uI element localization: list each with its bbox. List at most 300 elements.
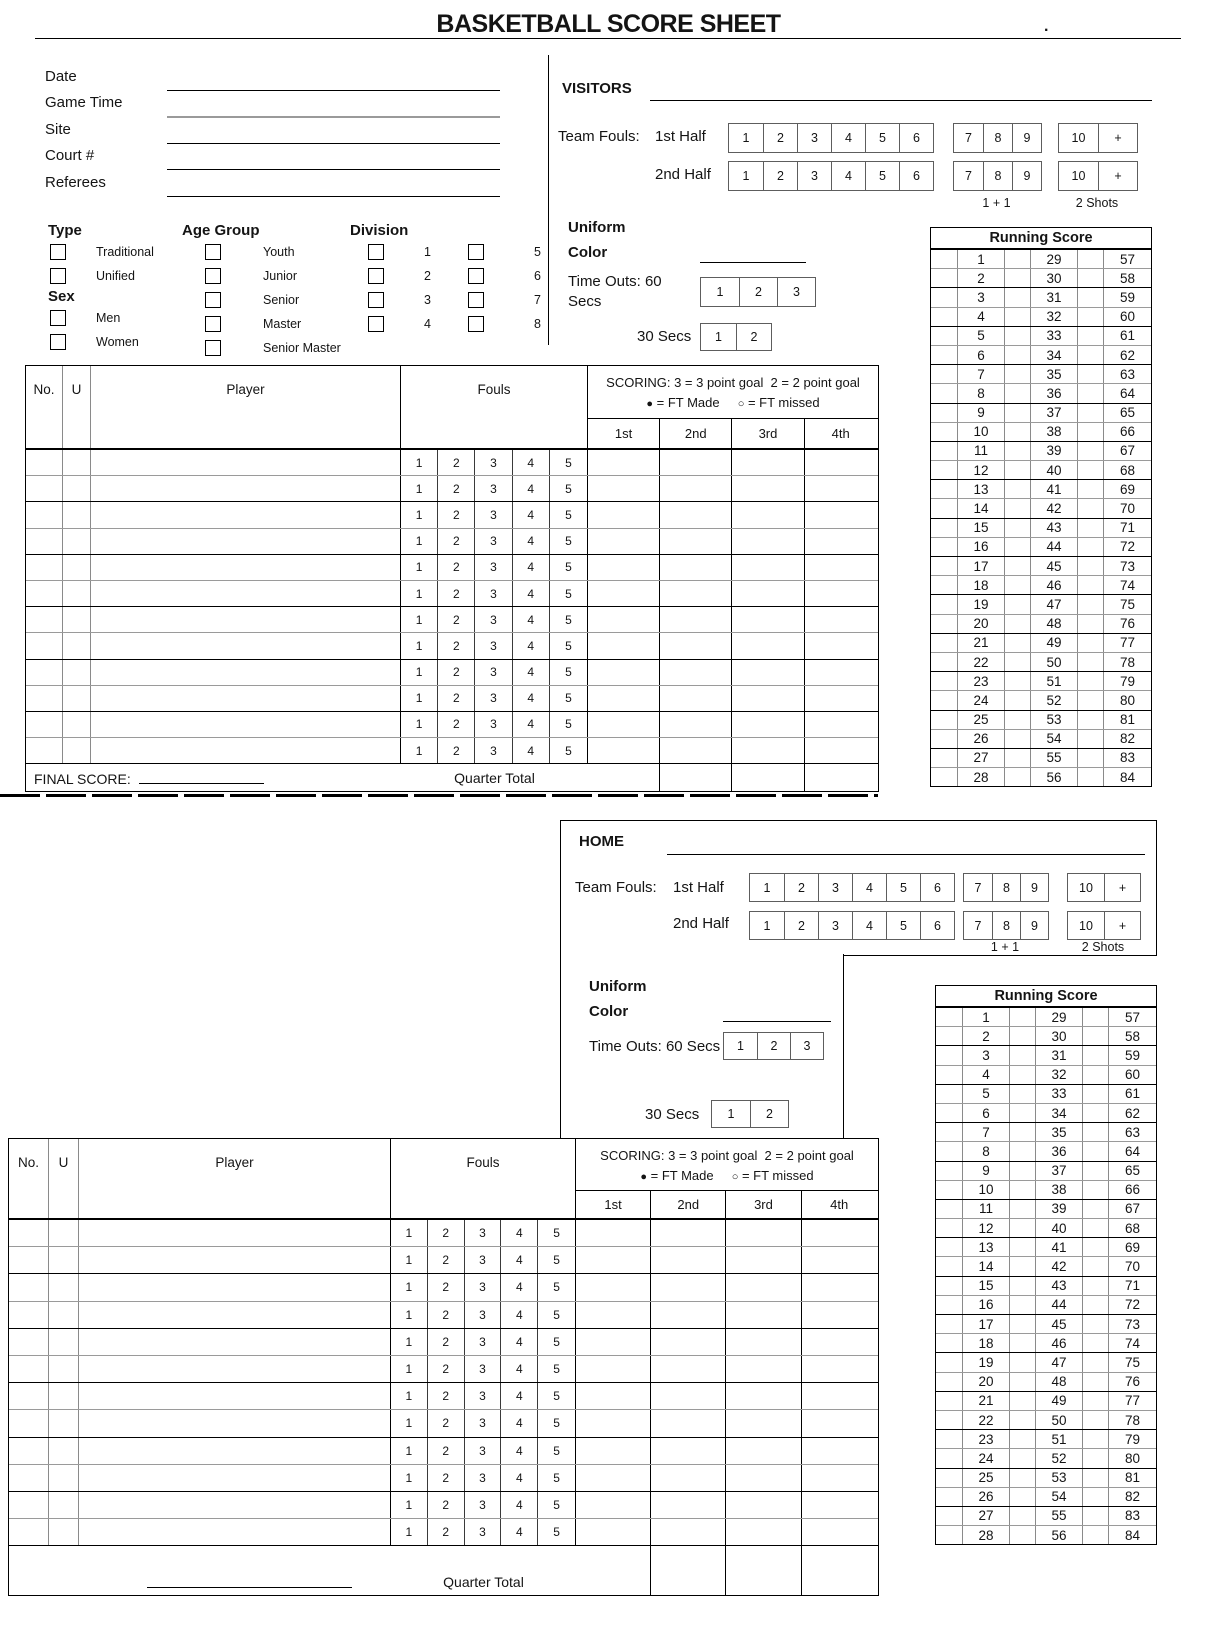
running-score-number[interactable]: 29 bbox=[1030, 250, 1077, 268]
running-score-number[interactable]: 57 bbox=[1108, 1008, 1156, 1026]
running-score-mark-cell[interactable] bbox=[1082, 1373, 1108, 1391]
running-score-mark-cell[interactable] bbox=[1082, 1296, 1108, 1314]
foul-box[interactable]: 6 bbox=[899, 162, 933, 190]
running-score-mark-cell[interactable] bbox=[1009, 1181, 1035, 1199]
running-score-number[interactable]: 60 bbox=[1103, 308, 1151, 326]
quarter-score-cell-4[interactable] bbox=[805, 686, 877, 711]
running-score-number[interactable]: 14 bbox=[962, 1257, 1009, 1275]
foul-number-cell[interactable]: 1 bbox=[391, 1356, 428, 1382]
player-u-cell[interactable] bbox=[63, 607, 91, 632]
quarter-score-cell-1[interactable] bbox=[588, 450, 660, 475]
running-score-number[interactable]: 9 bbox=[957, 404, 1004, 422]
running-score-mark-cell[interactable] bbox=[1082, 1488, 1108, 1506]
foul-box[interactable]: 3 bbox=[790, 1033, 823, 1059]
running-score-mark-cell[interactable] bbox=[1082, 1027, 1108, 1045]
foul-box[interactable]: 1 bbox=[715, 330, 722, 344]
foul-box[interactable]: 3 bbox=[777, 278, 815, 306]
running-score-mark-cell[interactable] bbox=[1082, 1066, 1108, 1084]
running-score-mark-cell[interactable] bbox=[1009, 1200, 1035, 1218]
running-score-mark-cell[interactable] bbox=[1004, 250, 1030, 268]
running-score-mark-cell[interactable] bbox=[931, 576, 957, 594]
running-score-number[interactable]: 2 bbox=[957, 269, 1004, 287]
foul-number-cell[interactable]: 1 bbox=[391, 1329, 428, 1355]
running-score-number[interactable]: 10 bbox=[962, 1181, 1009, 1199]
foul-number-cell[interactable]: 3 bbox=[465, 1356, 502, 1382]
foul-number-cell[interactable]: 1 bbox=[401, 502, 438, 527]
running-score-mark-cell[interactable] bbox=[1077, 730, 1103, 748]
running-score-number[interactable]: 82 bbox=[1103, 730, 1151, 748]
foul-number-cell[interactable]: 2 bbox=[438, 686, 475, 711]
running-score-number[interactable]: 7 bbox=[957, 365, 1004, 383]
running-score-number[interactable]: 62 bbox=[1103, 346, 1151, 364]
running-score-number[interactable]: 3 bbox=[957, 288, 1004, 306]
player-u-cell[interactable] bbox=[49, 1438, 79, 1464]
foul-number-cell[interactable]: 5 bbox=[565, 665, 572, 680]
player-name-cell[interactable] bbox=[91, 476, 401, 501]
player-u-cell[interactable] bbox=[49, 1220, 79, 1246]
foul-number-cell[interactable]: 4 bbox=[513, 581, 550, 606]
running-score-number[interactable]: 18 bbox=[962, 1334, 1009, 1352]
running-score-number[interactable]: 33 bbox=[1035, 1085, 1082, 1103]
foul-number-cell[interactable]: 2 bbox=[428, 1410, 465, 1436]
running-score-mark-cell[interactable] bbox=[1082, 1392, 1108, 1410]
running-score-number[interactable]: 1 bbox=[957, 250, 1004, 268]
running-score-number[interactable]: 1 bbox=[962, 1008, 1009, 1026]
foul-number-cell[interactable]: 5 bbox=[565, 455, 572, 470]
running-score-mark-cell[interactable] bbox=[1009, 1162, 1035, 1180]
foul-number-cell[interactable]: 4 bbox=[513, 712, 550, 737]
quarter-score-cell-1[interactable] bbox=[576, 1302, 651, 1328]
foul-box[interactable]: 10 bbox=[1079, 918, 1093, 933]
foul-number-cell[interactable]: 1 bbox=[401, 476, 438, 501]
foul-number-cell[interactable]: 3 bbox=[475, 660, 512, 685]
running-score-number[interactable]: 52 bbox=[1035, 1449, 1082, 1467]
running-score-mark-cell[interactable] bbox=[1082, 1334, 1108, 1352]
foul-number-cell[interactable]: 2 bbox=[428, 1465, 465, 1491]
running-score-mark-cell[interactable] bbox=[1077, 653, 1103, 671]
player-name-cell[interactable] bbox=[91, 529, 401, 554]
foul-number-cell[interactable]: 5 bbox=[565, 743, 572, 758]
running-score-number[interactable]: 8 bbox=[957, 384, 1004, 402]
running-score-number[interactable]: 37 bbox=[1030, 404, 1077, 422]
running-score-number[interactable]: 49 bbox=[1035, 1392, 1082, 1410]
foul-number-cell[interactable]: 3 bbox=[475, 607, 512, 632]
player-u-cell[interactable] bbox=[63, 450, 91, 475]
running-score-mark-cell[interactable] bbox=[936, 1238, 962, 1256]
running-score-mark-cell[interactable] bbox=[1082, 1507, 1108, 1525]
foul-box[interactable]: 6 bbox=[899, 124, 933, 152]
running-score-number[interactable]: 62 bbox=[1108, 1104, 1156, 1122]
quarter-score-cell-3[interactable] bbox=[732, 581, 804, 606]
foul-box[interactable]: 3 bbox=[818, 874, 852, 901]
quarter-score-cell-3[interactable] bbox=[732, 738, 804, 763]
running-score-mark-cell[interactable] bbox=[1009, 1526, 1035, 1544]
foul-number-cell[interactable]: 5 bbox=[553, 1443, 560, 1458]
quarter-score-cell-3[interactable] bbox=[726, 1274, 801, 1300]
player-number-cell[interactable] bbox=[26, 738, 63, 763]
running-score-mark-cell[interactable] bbox=[1009, 1046, 1035, 1064]
running-score-number[interactable]: 83 bbox=[1108, 1507, 1156, 1525]
running-score-mark-cell[interactable] bbox=[1077, 615, 1103, 633]
running-score-mark-cell[interactable] bbox=[1004, 442, 1030, 460]
foul-box[interactable]: 9 bbox=[1020, 912, 1048, 939]
player-number-cell[interactable] bbox=[9, 1410, 49, 1436]
running-score-mark-cell[interactable] bbox=[1009, 1430, 1035, 1448]
quarter-score-cell-1[interactable] bbox=[576, 1220, 651, 1246]
running-score-number[interactable]: 4 bbox=[962, 1066, 1009, 1084]
running-score-mark-cell[interactable] bbox=[936, 1526, 962, 1544]
foul-number-cell[interactable]: 3 bbox=[465, 1302, 502, 1328]
running-score-number[interactable]: 61 bbox=[1108, 1085, 1156, 1103]
running-score-number[interactable]: 26 bbox=[957, 730, 1004, 748]
running-score-mark-cell[interactable] bbox=[1004, 634, 1030, 652]
running-score-mark-cell[interactable] bbox=[1077, 557, 1103, 575]
running-score-number[interactable]: 50 bbox=[1030, 653, 1077, 671]
foul-number-cell[interactable]: 4 bbox=[513, 555, 550, 580]
player-number-cell[interactable] bbox=[26, 502, 63, 527]
running-score-number[interactable]: 69 bbox=[1103, 480, 1151, 498]
quarter-score-cell-1[interactable] bbox=[588, 712, 660, 737]
foul-number-cell[interactable]: 2 bbox=[438, 633, 475, 658]
foul-box[interactable]: 2 bbox=[736, 324, 771, 350]
quarter-score-cell-2[interactable] bbox=[651, 1519, 726, 1545]
foul-number-cell[interactable]: 3 bbox=[465, 1465, 502, 1491]
running-score-mark-cell[interactable] bbox=[931, 480, 957, 498]
foul-box[interactable]: 1 bbox=[716, 285, 724, 299]
foul-number-cell[interactable]: 1 bbox=[391, 1438, 428, 1464]
running-score-number[interactable]: 54 bbox=[1035, 1488, 1082, 1506]
running-score-mark-cell[interactable] bbox=[931, 250, 957, 268]
foul-number-cell[interactable]: 3 bbox=[475, 738, 512, 763]
foul-box[interactable]: 7 bbox=[965, 169, 972, 183]
running-score-number[interactable]: 21 bbox=[962, 1392, 1009, 1410]
foul-number-cell[interactable]: 5 bbox=[553, 1470, 560, 1485]
quarter-score-cell-3[interactable] bbox=[726, 1492, 801, 1518]
running-score-number[interactable]: 31 bbox=[1035, 1046, 1082, 1064]
running-score-mark-cell[interactable] bbox=[1004, 595, 1030, 613]
quarter-score-cell-2[interactable] bbox=[651, 1220, 726, 1246]
player-number-cell[interactable] bbox=[9, 1383, 49, 1409]
quarter-score-cell-1[interactable] bbox=[588, 738, 660, 763]
player-number-cell[interactable] bbox=[26, 607, 63, 632]
quarter-score-cell-3[interactable] bbox=[726, 1247, 801, 1273]
running-score-number[interactable]: 50 bbox=[1035, 1411, 1082, 1429]
foul-box[interactable]: 3 bbox=[818, 912, 852, 939]
foul-number-cell[interactable]: 3 bbox=[475, 633, 512, 658]
running-score-number[interactable]: 75 bbox=[1108, 1353, 1156, 1371]
visitors-team-name-line[interactable] bbox=[650, 100, 1152, 101]
player-name-cell[interactable] bbox=[91, 581, 401, 606]
running-score-number[interactable]: 53 bbox=[1030, 711, 1077, 729]
foul-number-cell[interactable]: 2 bbox=[438, 607, 475, 632]
foul-number-cell[interactable]: 5 bbox=[553, 1334, 560, 1349]
running-score-number[interactable]: 79 bbox=[1103, 672, 1151, 690]
player-name-cell[interactable] bbox=[79, 1274, 391, 1300]
quarter-score-cell-4[interactable] bbox=[802, 1519, 877, 1545]
running-score-mark-cell[interactable] bbox=[936, 1411, 962, 1429]
foul-number-cell[interactable]: 1 bbox=[391, 1492, 428, 1518]
running-score-mark-cell[interactable] bbox=[931, 595, 957, 613]
running-score-number[interactable]: 51 bbox=[1035, 1430, 1082, 1448]
running-score-mark-cell[interactable] bbox=[1077, 499, 1103, 517]
running-score-number[interactable]: 68 bbox=[1103, 461, 1151, 479]
player-u-cell[interactable] bbox=[49, 1383, 79, 1409]
player-u-cell[interactable] bbox=[63, 529, 91, 554]
quarter-total-cell-3[interactable] bbox=[732, 764, 804, 791]
quarter-total-cell-1[interactable] bbox=[576, 1546, 651, 1595]
foul-box[interactable]: + bbox=[1104, 912, 1140, 939]
foul-number-cell[interactable]: 1 bbox=[401, 450, 438, 475]
running-score-mark-cell[interactable] bbox=[1082, 1219, 1108, 1237]
foul-number-cell[interactable]: 4 bbox=[513, 738, 550, 763]
foul-number-cell[interactable]: 4 bbox=[513, 450, 550, 475]
foul-number-cell[interactable]: 5 bbox=[553, 1416, 560, 1431]
running-score-number[interactable]: 56 bbox=[1035, 1526, 1082, 1544]
quarter-total-cell-1[interactable] bbox=[588, 764, 660, 791]
running-score-number[interactable]: 22 bbox=[957, 653, 1004, 671]
player-u-cell[interactable] bbox=[63, 660, 91, 685]
foul-box[interactable]: 10 bbox=[1071, 169, 1086, 183]
running-score-number[interactable]: 24 bbox=[957, 691, 1004, 709]
quarter-score-cell-3[interactable] bbox=[732, 555, 804, 580]
foul-box[interactable]: 6 bbox=[920, 874, 954, 901]
running-score-number[interactable]: 49 bbox=[1030, 634, 1077, 652]
running-score-mark-cell[interactable] bbox=[1077, 672, 1103, 690]
running-score-number[interactable]: 58 bbox=[1108, 1027, 1156, 1045]
quarter-score-cell-1[interactable] bbox=[588, 476, 660, 501]
player-u-cell[interactable] bbox=[63, 633, 91, 658]
player-name-cell[interactable] bbox=[79, 1356, 391, 1382]
quarter-score-cell-4[interactable] bbox=[802, 1247, 877, 1273]
quarter-score-cell-4[interactable] bbox=[805, 633, 877, 658]
quarter-score-cell-3[interactable] bbox=[732, 607, 804, 632]
foul-number-cell[interactable]: 5 bbox=[553, 1226, 560, 1241]
player-name-cell[interactable] bbox=[79, 1220, 391, 1246]
foul-number-cell[interactable]: 2 bbox=[438, 450, 475, 475]
running-score-number[interactable]: 72 bbox=[1103, 538, 1151, 556]
running-score-mark-cell[interactable] bbox=[1009, 1142, 1035, 1160]
quarter-total-cell-3[interactable] bbox=[726, 1546, 801, 1595]
running-score-number[interactable]: 2 bbox=[962, 1027, 1009, 1045]
running-score-mark-cell[interactable] bbox=[1077, 384, 1103, 402]
foul-number-cell[interactable]: 1 bbox=[401, 686, 438, 711]
player-name-cell[interactable] bbox=[79, 1492, 391, 1518]
running-score-mark-cell[interactable] bbox=[936, 1257, 962, 1275]
foul-number-cell[interactable]: 3 bbox=[475, 686, 512, 711]
quarter-score-cell-2[interactable] bbox=[660, 660, 732, 685]
running-score-number[interactable]: 5 bbox=[962, 1085, 1009, 1103]
running-score-number[interactable]: 70 bbox=[1103, 499, 1151, 517]
visitors-uniform-color-line[interactable] bbox=[700, 262, 806, 263]
running-score-number[interactable]: 10 bbox=[957, 423, 1004, 441]
foul-box[interactable]: 4 bbox=[852, 874, 886, 901]
quarter-score-cell-2[interactable] bbox=[651, 1465, 726, 1491]
quarter-score-cell-2[interactable] bbox=[651, 1302, 726, 1328]
quarter-score-cell-3[interactable] bbox=[732, 502, 804, 527]
quarter-score-cell-2[interactable] bbox=[651, 1383, 726, 1409]
checkbox[interactable] bbox=[50, 310, 66, 326]
running-score-number[interactable]: 27 bbox=[957, 749, 1004, 767]
running-score-number[interactable]: 72 bbox=[1108, 1296, 1156, 1314]
running-score-number[interactable]: 67 bbox=[1103, 442, 1151, 460]
running-score-mark-cell[interactable] bbox=[1082, 1526, 1108, 1544]
quarter-score-cell-4[interactable] bbox=[805, 450, 877, 475]
player-name-cell[interactable] bbox=[91, 738, 401, 763]
quarter-score-cell-4[interactable] bbox=[805, 712, 877, 737]
running-score-number[interactable]: 15 bbox=[957, 519, 1004, 537]
checkbox[interactable] bbox=[205, 268, 221, 284]
running-score-mark-cell[interactable] bbox=[1004, 557, 1030, 575]
running-score-number[interactable]: 32 bbox=[1035, 1066, 1082, 1084]
running-score-mark-cell[interactable] bbox=[1009, 1373, 1035, 1391]
player-name-cell[interactable] bbox=[91, 633, 401, 658]
running-score-mark-cell[interactable] bbox=[1009, 1296, 1035, 1314]
quarter-total-cell-4[interactable] bbox=[805, 764, 877, 791]
quarter-score-cell-2[interactable] bbox=[651, 1356, 726, 1382]
quarter-score-cell-2[interactable] bbox=[651, 1247, 726, 1273]
running-score-number[interactable]: 16 bbox=[962, 1296, 1009, 1314]
running-score-number[interactable]: 34 bbox=[1035, 1104, 1082, 1122]
foul-box[interactable]: 2 bbox=[739, 278, 777, 306]
running-score-mark-cell[interactable] bbox=[1009, 1277, 1035, 1295]
running-score-mark-cell[interactable] bbox=[931, 557, 957, 575]
player-name-cell[interactable] bbox=[79, 1247, 391, 1273]
player-u-cell[interactable] bbox=[49, 1274, 79, 1300]
quarter-score-cell-3[interactable] bbox=[732, 660, 804, 685]
player-number-cell[interactable] bbox=[9, 1220, 49, 1246]
running-score-mark-cell[interactable] bbox=[936, 1488, 962, 1506]
running-score-number[interactable]: 45 bbox=[1030, 557, 1077, 575]
running-score-number[interactable]: 64 bbox=[1108, 1142, 1156, 1160]
foul-number-cell[interactable]: 3 bbox=[465, 1492, 502, 1518]
foul-number-cell[interactable]: 4 bbox=[501, 1492, 538, 1518]
running-score-number[interactable]: 43 bbox=[1030, 519, 1077, 537]
running-score-mark-cell[interactable] bbox=[1077, 423, 1103, 441]
running-score-mark-cell[interactable] bbox=[1077, 538, 1103, 556]
foul-box[interactable]: + bbox=[1104, 874, 1140, 901]
running-score-mark-cell[interactable] bbox=[936, 1142, 962, 1160]
foul-number-cell[interactable]: 1 bbox=[401, 607, 438, 632]
foul-number-cell[interactable]: 4 bbox=[501, 1438, 538, 1464]
checkbox[interactable] bbox=[50, 244, 66, 260]
foul-box[interactable]: 10 bbox=[1079, 880, 1093, 895]
running-score-mark-cell[interactable] bbox=[1004, 288, 1030, 306]
quarter-score-cell-3[interactable] bbox=[732, 450, 804, 475]
foul-number-cell[interactable]: 3 bbox=[475, 476, 512, 501]
quarter-score-cell-4[interactable] bbox=[802, 1410, 877, 1436]
home-uniform-color-line[interactable] bbox=[723, 1021, 831, 1022]
running-score-mark-cell[interactable] bbox=[1082, 1123, 1108, 1141]
quarter-score-cell-2[interactable] bbox=[651, 1438, 726, 1464]
running-score-mark-cell[interactable] bbox=[1082, 1008, 1108, 1026]
checkbox[interactable] bbox=[50, 268, 66, 284]
player-u-cell[interactable] bbox=[63, 712, 91, 737]
running-score-number[interactable]: 23 bbox=[962, 1430, 1009, 1448]
running-score-number[interactable]: 19 bbox=[962, 1353, 1009, 1371]
foul-number-cell[interactable]: 2 bbox=[438, 712, 475, 737]
running-score-mark-cell[interactable] bbox=[931, 499, 957, 517]
game-time-input-line[interactable] bbox=[167, 116, 500, 118]
checkbox[interactable] bbox=[468, 244, 484, 260]
quarter-score-cell-3[interactable] bbox=[732, 476, 804, 501]
quarter-score-cell-4[interactable] bbox=[805, 555, 877, 580]
foul-box[interactable]: 3 bbox=[797, 162, 831, 190]
running-score-number[interactable]: 80 bbox=[1108, 1449, 1156, 1467]
home-team-name-line[interactable] bbox=[667, 854, 1145, 855]
foul-number-cell[interactable]: 2 bbox=[428, 1383, 465, 1409]
foul-box[interactable]: 9 bbox=[1012, 162, 1041, 190]
running-score-mark-cell[interactable] bbox=[1082, 1162, 1108, 1180]
foul-number-cell[interactable]: 3 bbox=[465, 1383, 502, 1409]
checkbox[interactable] bbox=[368, 268, 384, 284]
quarter-score-cell-2[interactable] bbox=[660, 712, 732, 737]
running-score-number[interactable]: 55 bbox=[1035, 1507, 1082, 1525]
running-score-mark-cell[interactable] bbox=[931, 442, 957, 460]
running-score-mark-cell[interactable] bbox=[1077, 595, 1103, 613]
running-score-number[interactable]: 20 bbox=[962, 1373, 1009, 1391]
quarter-score-cell-2[interactable] bbox=[660, 633, 732, 658]
running-score-mark-cell[interactable] bbox=[1077, 346, 1103, 364]
foul-box[interactable]: 2 bbox=[784, 912, 818, 939]
player-number-cell[interactable] bbox=[26, 555, 63, 580]
foul-number-cell[interactable]: 3 bbox=[475, 712, 512, 737]
quarter-score-cell-1[interactable] bbox=[576, 1492, 651, 1518]
quarter-score-cell-4[interactable] bbox=[805, 738, 877, 763]
foul-box[interactable]: 8 bbox=[983, 124, 1012, 152]
running-score-number[interactable]: 58 bbox=[1103, 269, 1151, 287]
running-score-number[interactable]: 59 bbox=[1103, 288, 1151, 306]
checkbox[interactable] bbox=[205, 244, 221, 260]
foul-box[interactable]: 7 bbox=[974, 918, 982, 933]
running-score-mark-cell[interactable] bbox=[1009, 1315, 1035, 1333]
running-score-mark-cell[interactable] bbox=[1004, 365, 1030, 383]
checkbox[interactable] bbox=[468, 292, 484, 308]
foul-number-cell[interactable]: 2 bbox=[428, 1302, 465, 1328]
running-score-mark-cell[interactable] bbox=[931, 672, 957, 690]
checkbox[interactable] bbox=[468, 268, 484, 284]
running-score-mark-cell[interactable] bbox=[936, 1277, 962, 1295]
running-score-number[interactable]: 67 bbox=[1108, 1200, 1156, 1218]
running-score-number[interactable]: 28 bbox=[962, 1526, 1009, 1544]
foul-number-cell[interactable]: 2 bbox=[438, 529, 475, 554]
quarter-score-cell-2[interactable] bbox=[660, 555, 732, 580]
foul-number-cell[interactable]: 2 bbox=[428, 1274, 465, 1300]
quarter-score-cell-3[interactable] bbox=[726, 1465, 801, 1491]
running-score-mark-cell[interactable] bbox=[936, 1315, 962, 1333]
running-score-number[interactable]: 13 bbox=[962, 1238, 1009, 1256]
quarter-score-cell-4[interactable] bbox=[802, 1220, 877, 1246]
player-number-cell[interactable] bbox=[26, 529, 63, 554]
running-score-mark-cell[interactable] bbox=[1009, 1334, 1035, 1352]
running-score-mark-cell[interactable] bbox=[1004, 711, 1030, 729]
referees-input-line[interactable] bbox=[167, 196, 500, 197]
foul-box[interactable]: 8 bbox=[983, 162, 1012, 190]
running-score-mark-cell[interactable] bbox=[931, 711, 957, 729]
running-score-mark-cell[interactable] bbox=[1004, 499, 1030, 517]
player-u-cell[interactable] bbox=[49, 1302, 79, 1328]
player-number-cell[interactable] bbox=[26, 581, 63, 606]
running-score-mark-cell[interactable] bbox=[1009, 1066, 1035, 1084]
player-name-cell[interactable] bbox=[91, 712, 401, 737]
foul-number-cell[interactable]: 5 bbox=[553, 1280, 560, 1295]
running-score-number[interactable]: 63 bbox=[1108, 1123, 1156, 1141]
running-score-mark-cell[interactable] bbox=[1004, 423, 1030, 441]
foul-number-cell[interactable]: 1 bbox=[401, 633, 438, 658]
final-score-line[interactable] bbox=[147, 1587, 352, 1588]
running-score-number[interactable]: 38 bbox=[1035, 1181, 1082, 1199]
player-name-cell[interactable] bbox=[91, 555, 401, 580]
player-number-cell[interactable] bbox=[26, 450, 63, 475]
